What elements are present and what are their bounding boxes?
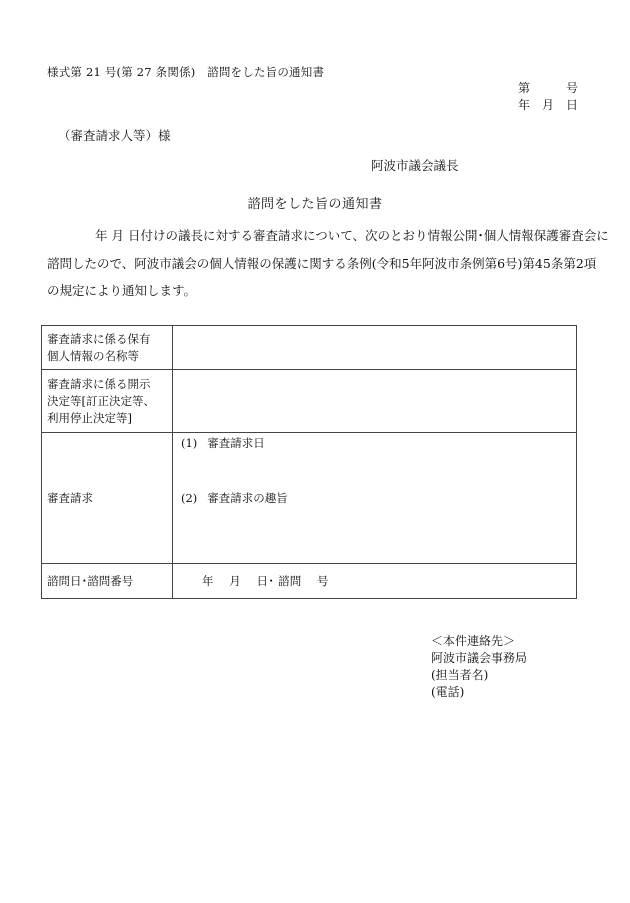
contact-person: (担当者名) xyxy=(431,668,489,682)
recipient: （審査請求人等）様 xyxy=(58,128,171,143)
document-title: 諮問をした旨の通知書 xyxy=(247,197,383,212)
document-date: 年 月 日 xyxy=(517,98,578,112)
label-line: 個人情報の名称等 xyxy=(47,348,139,363)
item-number: (2) xyxy=(181,491,198,505)
label-line: 利用停止決定等] xyxy=(47,410,132,425)
body-line-2: 諮問したので、阿波市議会の個人情報の保護に関する条例(令和5年阿波市条例第6号)第45条第2項 xyxy=(47,255,597,271)
sender: 阿波市議会議長 xyxy=(371,158,459,173)
label-line: 審査請求に係る開示 xyxy=(47,376,151,391)
label-line: 審査請求に係る保有 xyxy=(47,331,151,346)
item-number: (1) xyxy=(181,436,198,450)
table-row xyxy=(42,564,577,599)
document-number-block xyxy=(518,80,578,114)
table-row xyxy=(42,326,577,370)
body-line-3: の規定により通知します。 xyxy=(47,283,197,298)
item-text: 審査請求日 xyxy=(207,436,265,450)
consultation-date-number: 年 月 日･ 諮問 号 xyxy=(202,574,329,588)
row-label-personal-info xyxy=(42,326,173,370)
request-item-date xyxy=(181,435,265,451)
row-label-request: 審査請求 xyxy=(42,433,173,564)
contact-phone: (電話) xyxy=(431,685,465,699)
contact-block xyxy=(431,633,527,701)
contact-heading: ＜本件連絡先＞ xyxy=(431,634,516,648)
label-line: 決定等[訂正決定等、 xyxy=(47,393,155,408)
item-text: 審査請求の趣旨 xyxy=(207,491,288,505)
row-label-consultation: 諮問日･諮問番号 xyxy=(42,564,173,599)
contact-office: 阿波市議会事務局 xyxy=(431,651,528,665)
row-value-request xyxy=(173,433,577,564)
row-value-consultation xyxy=(173,564,577,599)
body-text xyxy=(47,222,609,305)
row-value-disclosure-decision xyxy=(173,370,577,433)
form-number: 様式第 21 号(第 27 条関係) 諮問をした旨の通知書 xyxy=(47,65,325,79)
body-line-1: 年 月 日付けの議長に対する審査請求について、次のとおり情報公開･個人情報保護審査会に xyxy=(95,228,609,243)
table-row xyxy=(42,433,577,564)
row-label-disclosure-decision xyxy=(42,370,173,433)
row-value-personal-info xyxy=(173,326,577,370)
request-item-purpose xyxy=(181,490,288,506)
table-row xyxy=(42,370,577,433)
info-table xyxy=(41,325,577,599)
document-number: 第 号 xyxy=(517,81,578,95)
